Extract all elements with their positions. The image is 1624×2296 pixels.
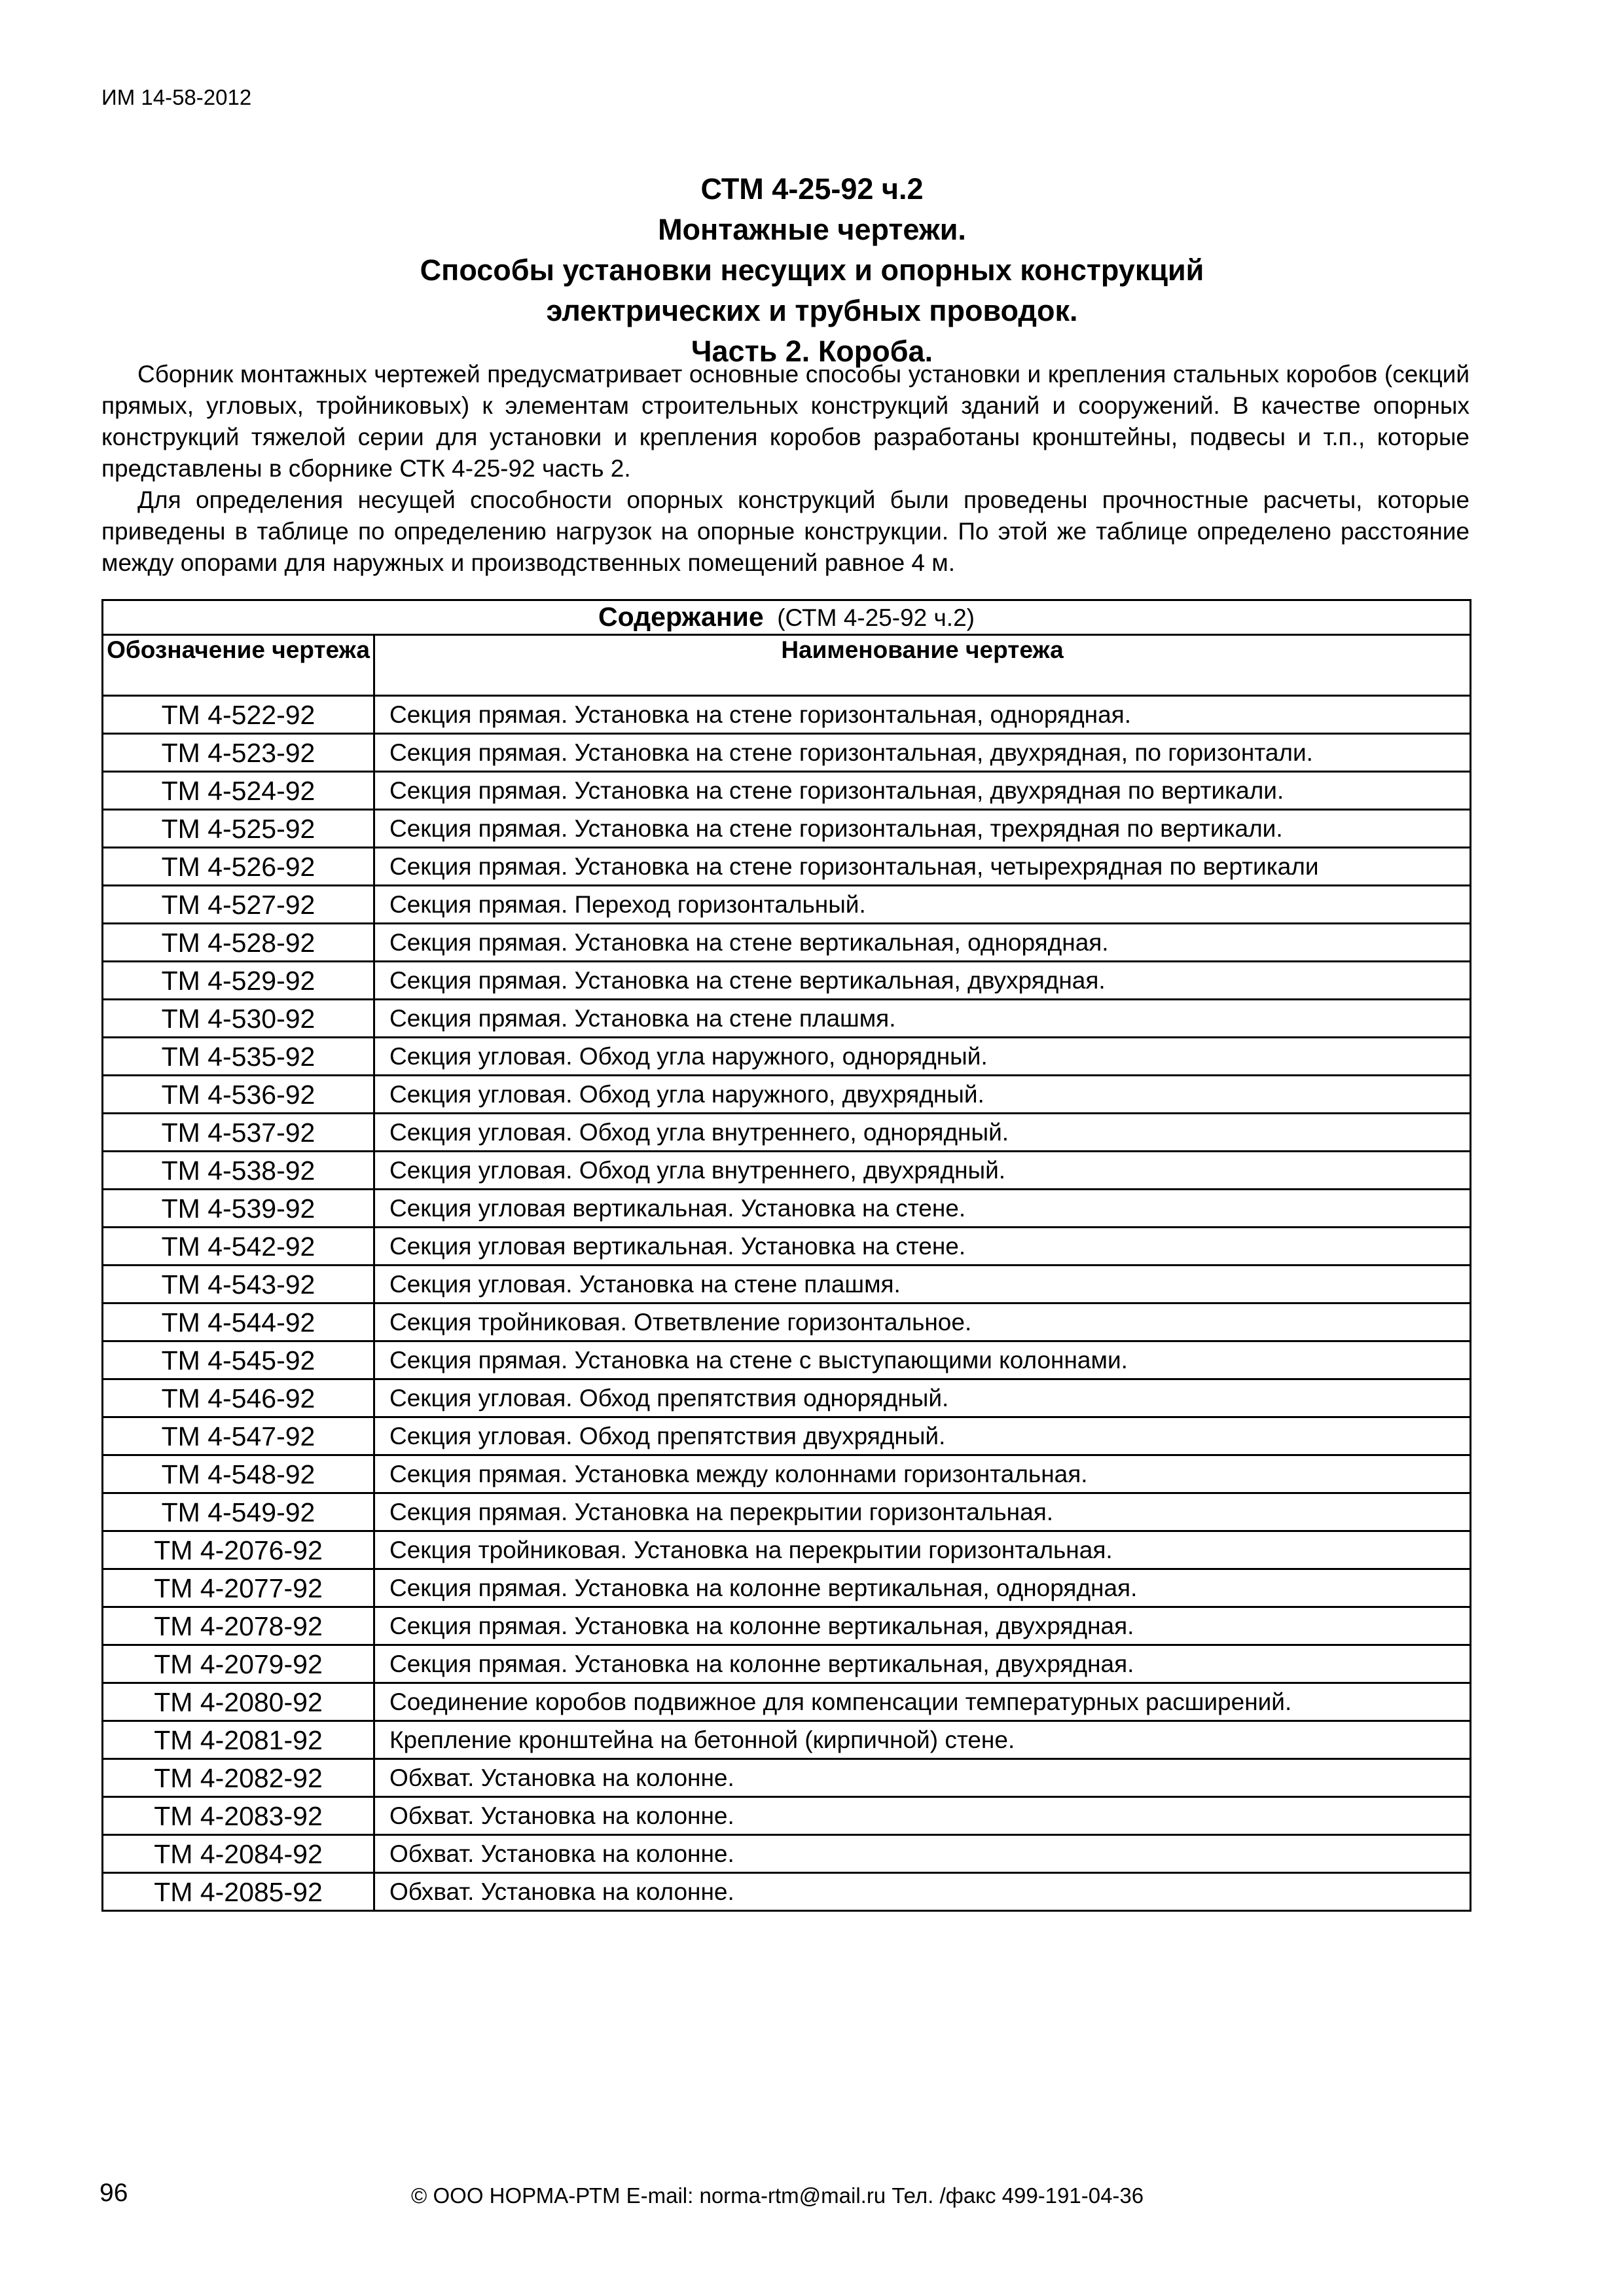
drawing-code-cell: ТМ 4-546-92 — [103, 1379, 374, 1417]
title-line-2: Монтажные чертежи. — [658, 213, 966, 246]
table-row — [103, 1303, 1471, 1341]
drawing-name-cell: Секция прямая. Установка на стене горизонтальная, четырехрядная по вертикали — [374, 848, 1471, 886]
table-row — [103, 1531, 1471, 1569]
drawing-code-cell: ТМ 4-2076-92 — [103, 1531, 374, 1569]
drawing-name-cell: Секция угловая. Обход угла наружного, однорядный. — [374, 1038, 1471, 1076]
drawing-name-cell: Соединение коробов подвижное для компенсации температурных расширений. — [374, 1683, 1471, 1721]
drawing-code-cell: ТМ 4-2078-92 — [103, 1607, 374, 1645]
drawing-name-cell: Секция прямая. Установка на стене вертикальная, однорядная. — [374, 924, 1471, 962]
title-line-4: электрических и трубных проводок. — [546, 294, 1078, 327]
drawing-name-cell: Секция прямая. Установка на стене горизонтальная, трехрядная по вертикали. — [374, 810, 1471, 848]
table-row — [103, 1721, 1471, 1759]
table-row — [103, 1493, 1471, 1531]
drawing-code-cell: ТМ 4-544-92 — [103, 1303, 374, 1341]
table-row — [103, 1455, 1471, 1493]
drawing-code-cell: ТМ 4-2079-92 — [103, 1645, 374, 1683]
drawing-name-cell: Секция тройниковая. Ответвление горизонтальное. — [374, 1303, 1471, 1341]
title-line-1: СТМ 4-25-92 ч.2 — [700, 172, 924, 206]
drawing-name-cell: Секция угловая. Обход угла внутреннего, однорядный. — [374, 1114, 1471, 1152]
table-caption — [103, 600, 1471, 635]
title-block — [0, 169, 1624, 372]
drawing-code-cell: ТМ 4-2077-92 — [103, 1569, 374, 1607]
table-row — [103, 1152, 1471, 1190]
drawing-name-cell: Секция тройниковая. Установка на перекрытии горизонтальная. — [374, 1531, 1471, 1569]
drawing-code-cell: ТМ 4-530-92 — [103, 1000, 374, 1038]
drawing-name-cell: Обхват. Установка на колонне. — [374, 1873, 1471, 1911]
drawing-name-cell: Секция прямая. Установка на стене горизонтальная, двухрядная по вертикали. — [374, 772, 1471, 810]
table-row — [103, 886, 1471, 924]
drawing-name-cell: Секция прямая. Установка на стене вертикальная, двухрядная. — [374, 962, 1471, 1000]
table-row — [103, 924, 1471, 962]
drawing-code-cell: ТМ 4-2082-92 — [103, 1759, 374, 1797]
drawing-code-cell: ТМ 4-543-92 — [103, 1266, 374, 1303]
drawing-code-cell: ТМ 4-545-92 — [103, 1341, 374, 1379]
column-header-code: Обозначение чертежа — [103, 635, 374, 696]
drawing-name-cell: Секция угловая вертикальная. Установка на стене. — [374, 1190, 1471, 1228]
title-line-5: Часть 2. Короба. — [691, 335, 933, 368]
table-row — [103, 1835, 1471, 1873]
drawing-name-cell: Секция угловая вертикальная. Установка на стене. — [374, 1228, 1471, 1266]
intro-paragraph-1: Сборник монтажных чертежей предусматривает основные способы установки и крепления стальных коробов (секций прямых, угловых, тройниковых) к элементам строительных конструкций зданий и сооружений. В качестве опорных конструкций тяжелой серии для установки и крепления коробов разработаны кронштейны, подвесы и т.п., которые представлены в сборнике СТК 4-25-92 часть 2. — [101, 361, 1470, 482]
contents-table — [101, 599, 1471, 1912]
drawing-name-cell: Секция прямая. Установка на колонне вертикальная, однорядная. — [374, 1569, 1471, 1607]
drawing-name-cell: Секция прямая. Установка на перекрытии горизонтальная. — [374, 1493, 1471, 1531]
table-caption-reference: (СТМ 4-25-92 ч.2) — [777, 604, 975, 631]
table-row — [103, 1797, 1471, 1835]
intro-text — [101, 359, 1470, 579]
drawing-code-cell: ТМ 4-547-92 — [103, 1417, 374, 1455]
drawing-code-cell: ТМ 4-538-92 — [103, 1152, 374, 1190]
drawing-code-cell: ТМ 4-528-92 — [103, 924, 374, 962]
drawing-name-cell: Секция угловая. Обход препятствия двухрядный. — [374, 1417, 1471, 1455]
drawing-name-cell: Секция угловая. Обход препятствия однорядный. — [374, 1379, 1471, 1417]
table-row — [103, 1038, 1471, 1076]
drawing-code-cell: ТМ 4-2083-92 — [103, 1797, 374, 1835]
table-row — [103, 1759, 1471, 1797]
drawing-name-cell: Обхват. Установка на колонне. — [374, 1797, 1471, 1835]
drawing-code-cell: ТМ 4-537-92 — [103, 1114, 374, 1152]
table-row — [103, 1341, 1471, 1379]
drawing-name-cell: Секция прямая. Установка на колонне вертикальная, двухрядная. — [374, 1607, 1471, 1645]
table-row — [103, 1873, 1471, 1911]
page-number: 96 — [99, 2179, 128, 2207]
drawing-name-cell: Секция прямая. Установка на стене горизонтальная, однорядная. — [374, 696, 1471, 734]
drawing-code-cell: ТМ 4-523-92 — [103, 734, 374, 772]
drawing-name-cell: Секция прямая. Переход горизонтальный. — [374, 886, 1471, 924]
drawing-code-cell: ТМ 4-524-92 — [103, 772, 374, 810]
drawing-code-cell: ТМ 4-549-92 — [103, 1493, 374, 1531]
drawing-code-cell: ТМ 4-525-92 — [103, 810, 374, 848]
drawing-name-cell: Обхват. Установка на колонне. — [374, 1835, 1471, 1873]
drawing-code-cell: ТМ 4-535-92 — [103, 1038, 374, 1076]
drawing-name-cell: Секция угловая. Обход угла наружного, двухрядный. — [374, 1076, 1471, 1114]
table-caption-row — [103, 600, 1471, 635]
table-row — [103, 734, 1471, 772]
title-line-3: Способы установки несущих и опорных конструкций — [420, 253, 1204, 287]
table-row — [103, 1645, 1471, 1683]
drawing-code-cell: ТМ 4-527-92 — [103, 886, 374, 924]
drawing-code-cell: ТМ 4-2081-92 — [103, 1721, 374, 1759]
table-row — [103, 1076, 1471, 1114]
table-row — [103, 696, 1471, 734]
table-row — [103, 848, 1471, 886]
drawing-code-cell: ТМ 4-2080-92 — [103, 1683, 374, 1721]
table-row — [103, 1000, 1471, 1038]
drawing-code-cell: ТМ 4-526-92 — [103, 848, 374, 886]
table-caption-title: Содержание — [598, 602, 764, 632]
drawing-code-cell: ТМ 4-2084-92 — [103, 1835, 374, 1873]
drawing-name-cell: Секция прямая. Установка на колонне вертикальная, двухрядная. — [374, 1645, 1471, 1683]
drawing-name-cell: Секция угловая. Обход угла внутреннего, двухрядный. — [374, 1152, 1471, 1190]
table-row — [103, 1569, 1471, 1607]
drawing-code-cell: ТМ 4-2085-92 — [103, 1873, 374, 1911]
table-row — [103, 1379, 1471, 1417]
drawing-name-cell: Секция прямая. Установка на стене с выступающими колоннами. — [374, 1341, 1471, 1379]
table-row — [103, 1417, 1471, 1455]
drawing-name-cell: Обхват. Установка на колонне. — [374, 1759, 1471, 1797]
drawing-name-cell: Секция угловая. Установка на стене плашмя. — [374, 1266, 1471, 1303]
table-row — [103, 962, 1471, 1000]
table-row — [103, 1114, 1471, 1152]
drawing-code-cell: ТМ 4-548-92 — [103, 1455, 374, 1493]
intro-paragraph-2: Для определения несущей способности опорных конструкций были проведены прочностные расчеты, которые приведены в таблице по определению нагрузок на опорные конструкции. По этой же таблице определено расстояние между опорами для наружных и производственных помещений равное 4 м. — [101, 486, 1470, 576]
table-header-row — [103, 635, 1471, 696]
table-row — [103, 1228, 1471, 1266]
drawing-code-cell: ТМ 4-542-92 — [103, 1228, 374, 1266]
table-row — [103, 1266, 1471, 1303]
drawing-code-cell: ТМ 4-522-92 — [103, 696, 374, 734]
drawing-name-cell: Секция прямая. Установка между колоннами горизонтальная. — [374, 1455, 1471, 1493]
drawing-code-cell: ТМ 4-539-92 — [103, 1190, 374, 1228]
drawing-name-cell: Крепление кронштейна на бетонной (кирпичной) стене. — [374, 1721, 1471, 1759]
drawing-name-cell: Секция прямая. Установка на стене плашмя. — [374, 1000, 1471, 1038]
table-row — [103, 1190, 1471, 1228]
column-header-name: Наименование чертежа — [374, 635, 1471, 696]
drawing-name-cell: Секция прямая. Установка на стене горизонтальная, двухрядная, по горизонтали. — [374, 734, 1471, 772]
document-code: ИМ 14-58-2012 — [101, 85, 252, 109]
drawing-code-cell: ТМ 4-536-92 — [103, 1076, 374, 1114]
table-row — [103, 772, 1471, 810]
table-row — [103, 810, 1471, 848]
drawing-code-cell: ТМ 4-529-92 — [103, 962, 374, 1000]
footer-copyright: © ООО НОРМА-РТМ E-mail: norma-rtm@mail.ru Тел. /факс 499-191-04-36 — [411, 2183, 1144, 2208]
table-row — [103, 1607, 1471, 1645]
table-row — [103, 1683, 1471, 1721]
